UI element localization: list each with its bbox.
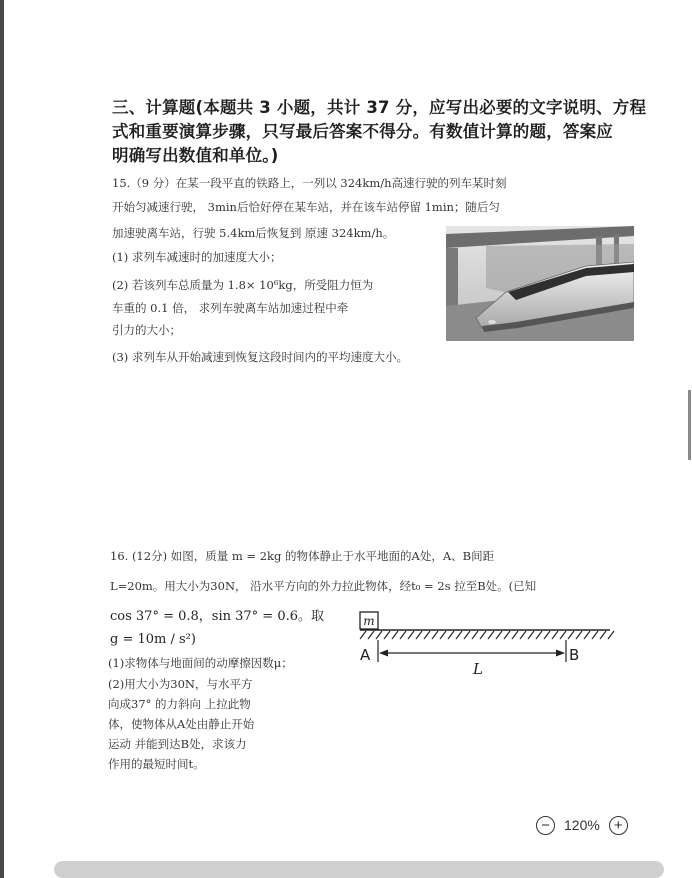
q16-part-2-line-1: (2)用大小为30N，与水平方 (108, 677, 253, 691)
friction-diagram (352, 610, 622, 680)
train-photo (446, 226, 634, 341)
q15-text-line-3: 加速驶离车站，行驶 5.4km后恢复到 原速 324km/h。 (112, 226, 395, 240)
horizontal-scrollbar[interactable] (54, 861, 664, 878)
zoom-out-button[interactable]: − (536, 816, 555, 835)
q15-part-2-line-2: 车重的 0.1 倍， 求列车驶离车站加速过程中牵 (112, 301, 349, 315)
q16-part-1: (1)求物体与地面间的动摩擦因数μ； (108, 656, 293, 670)
q15-part-2-line-3: 引力的大小； (112, 323, 181, 337)
q16-part-2-line-3: 体，使物体从A处由静止开始 (108, 717, 255, 731)
q16-part-2-line-5: 作用的最短时间t。 (108, 757, 205, 771)
ground-hatching (360, 631, 614, 639)
q16-part-2-line-4: 运动 并能到达B处，求该力 (108, 737, 247, 751)
zoom-in-button[interactable]: + (609, 816, 628, 835)
q15-text-line-2: 开始匀减速行驶， 3min后恰好停在某车站，并在该车站停留 1min；随后匀 (112, 200, 500, 214)
q16-text-line-1: 16. (12分) 如图，质量 m = 2kg 的物体静止于水平地面的A处，A、B间距 (110, 549, 495, 563)
vertical-scroll-thumb[interactable] (688, 390, 691, 460)
mass-label: m (363, 614, 375, 628)
q15-part-1: (1) 求列车减速时的加速度大小； (112, 250, 282, 264)
q15-part-2-line-1: (2) 若该列车总质量为 1.8× 10⁶kg，所受阻力恒为 (112, 278, 374, 292)
q16-text-line-2: L=20m。用大小为30N， 沿水平方向的外力拉此物体，经t₀ = 2s 拉至B处。(已知 (110, 579, 537, 593)
section-heading-line-2: 式和重要演算步骤，只写最后答案不得分。有数值计算的题，答案应 (112, 122, 613, 141)
train-photo-image (446, 226, 634, 341)
arrowhead-left (379, 650, 388, 657)
arrowhead-right (556, 650, 565, 657)
section-heading-line-3: 明确写出数值和单位。) (112, 146, 279, 165)
zoom-controls (536, 814, 628, 836)
point-b-label: B (569, 646, 580, 664)
point-a-label: A (360, 646, 371, 664)
distance-label: L (473, 660, 483, 678)
q15-part-3: (3) 求列车从开始减速到恢复这段时间内的平均速度大小。 (112, 350, 408, 364)
section-heading-line-1: 三、计算题(本题共 3 小题，共计 37 分，应写出必要的文字说明、方程 (112, 98, 647, 117)
q16-text-line-4: g = 10m / s²) (110, 632, 196, 647)
q15-text-line-1: 15.（9 分）在某一段平直的铁路上，一列以 324km/h高速行驶的列车某时刻 (112, 176, 507, 190)
q16-text-line-3: cos 37° = 0.8，sin 37° = 0.6。取 (110, 609, 324, 624)
q16-part-2-line-2: 向成37° 的力斜向 上拉此物 (108, 697, 251, 711)
zoom-level: 120% (564, 817, 600, 833)
